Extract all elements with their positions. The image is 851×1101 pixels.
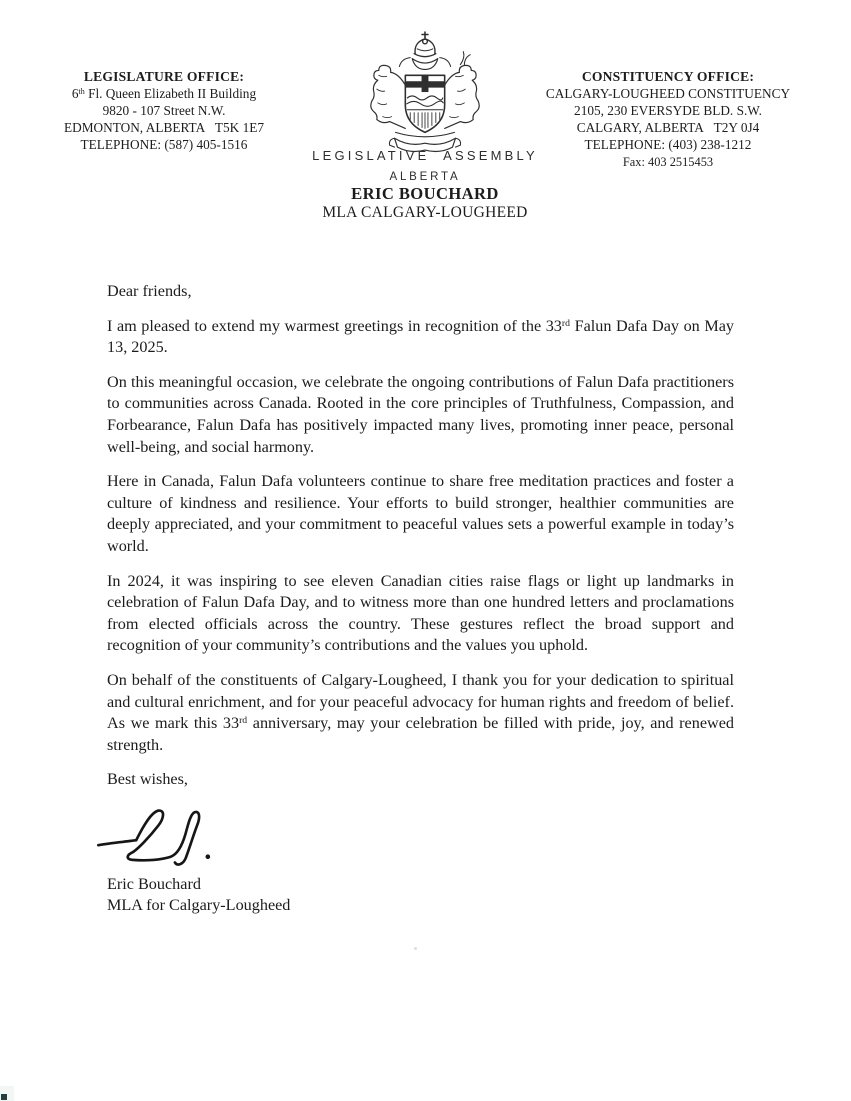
legislature-office-address-line-2: 9820 - 107 Street N.W. (102, 102, 226, 118)
constituency-office-title: CONSTITUENCY OFFICE: (581, 69, 755, 84)
salutation: Dear friends, (107, 282, 192, 300)
constituency-office-address-line-2: 2105, 230 EVERSYDE BLD. S.W. (574, 102, 762, 118)
constituency-office-address-line-1: CALGARY-LOUGHEED CONSTITUENCY (545, 85, 791, 101)
legislature-office-title: LEGISLATURE OFFICE: (83, 69, 245, 84)
paragraph-2: On this meaningful occasion, we celebrate the ongoing contributions of Falun Dafa practitioners to communities across Canada. Rooted in the core principles of Truthfulness, Compassion, and Forbearance, Falun Dafa has positively impacted many lives, promoting inner peace, personal well-being, and social harmony. (107, 372, 734, 456)
member-role: MLA CALGARY-LOUGHEED (322, 204, 528, 221)
assembly-province: ALBERTA (389, 171, 461, 183)
legislature-office-address-line-3: EDMONTON, ALBERTA T5K 1E7 (63, 119, 265, 135)
assembly-block (285, 148, 565, 222)
scan-speck-center (414, 947, 417, 950)
closing: Best wishes, (107, 770, 188, 789)
constituency-office-fax: Fax: 403 2515453 (622, 154, 714, 169)
signer-title: MLA for Calgary-Lougheed (107, 896, 291, 915)
scan-speck-corner (1, 1094, 7, 1100)
alberta-coat-of-arms-icon (366, 30, 484, 160)
signature-icon (95, 804, 734, 874)
member-name: ERIC BOUCHARD (351, 184, 499, 203)
paragraph-4: In 2024, it was inspiring to see eleven Canadian cities raise flags or light up landmarks in celebration of Falun Dafa Day, and to witness more than one hundred letters and proclamations from elected officials across the country. These gestures reflect the broad support and recognition of your community’s contributions and the values you uphold. (107, 571, 734, 655)
paragraph-3: Here in Canada, Falun Dafa volunteers continue to share free meditation practices and foster a culture of kindness and resilience. Your efforts to build stronger, healthier communities are deeply appreciated, and your commitment to peaceful values sets a powerful example in today’s world. (107, 472, 734, 555)
paragraph-1: I am pleased to extend my warmest greetings in recognition of the 33rd Falun Dafa Day on May 13, 2025. (107, 316, 734, 357)
legislature-office-address-line-1: 6th Fl. Queen Elizabeth II Building (71, 85, 257, 101)
legislature-office-block (38, 69, 290, 154)
constituency-office-phone: TELEPHONE: (403) 238-1212 (584, 136, 752, 152)
letter-body (107, 281, 734, 917)
legislature-office-phone: TELEPHONE: (587) 405-1516 (80, 136, 248, 152)
paragraph-5: On behalf of the constituents of Calgary-Lougheed, I thank you for your dedication to spiritual and cultural enrichment, and for your peaceful advocacy for human rights and freedom of belief. As we mark this 33rd anniversary, may your celebration be filled with pride, joy, and renewed strength. (107, 670, 734, 754)
signer-name: Eric Bouchard (107, 874, 201, 893)
constituency-office-address-line-3: CALGARY, ALBERTA T2Y 0J4 (576, 119, 760, 135)
assembly-name: LEGISLATIVE ASSEMBLY (312, 148, 538, 163)
